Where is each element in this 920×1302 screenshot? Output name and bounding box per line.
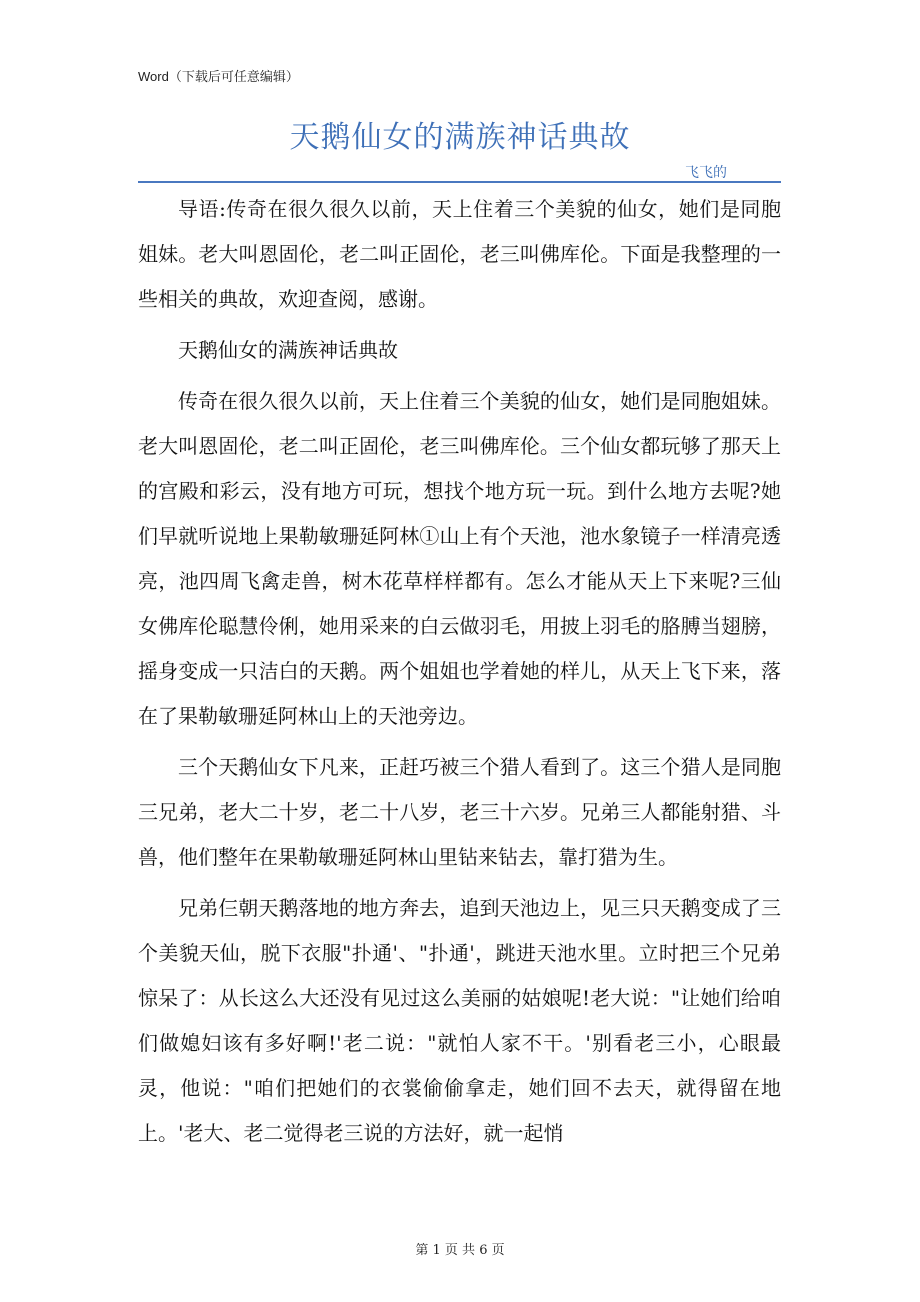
document-title: 天鹅仙女的满族神话典故 — [289, 120, 631, 155]
page-footer: 第 1 页 共 6 页 — [415, 1243, 505, 1258]
header-note: Word（下载后可任意编辑） — [138, 69, 299, 84]
story-paragraph: 三个天鹅仙女下凡来，正赶巧被三个猎人看到了。这三个猎人是同胞三兄弟，老大二十岁，老二十八岁，老三十六岁。兄弟三人都能射猎、斗兽，他们整年在果勒敏珊延阿林山里钻来钻去，靠打猎为生。 — [138, 755, 781, 869]
story-paragraph: 兄弟仨朝天鹅落地的地方奔去，追到天池边上，见三只天鹅变成了三个美貌天仙，脱下衣服"扑通'、"扑通'，跳进天池水里。立时把三个兄弟惊呆了：从长这么大还没有见过这么美丽的姑娘呢!老大说："让她们给咱们做媳妇该有多好啊!'老二说："就怕人家不干。'别看老三小，心眼最灵，他说："咱们把她们的衣裳偷偷拿走，她们回不去天，就得留在地上。'老大、老二觉得老三说的方法好，就一起悄 — [138, 896, 781, 1145]
document-body — [138, 187, 781, 1162]
story-paragraph: 传奇在很久很久以前，天上住着三个美貌的仙女，她们是同胞姐妹。老大叫恩固伦，老二叫正固伦，老三叫佛库伦。三个仙女都玩够了那天上的宫殿和彩云，没有地方可玩，想找个地方玩一玩。到什么地方去呢?她们早就听说地上果勒敏珊延阿林①山上有个天池，池水象镜子一样清亮透亮，池四周飞禽走兽，树木花草样样都有。怎么才能从天上下来呢?三仙女佛库伦聪慧伶俐，她用采来的白云做羽毛，用披上羽毛的胳膊当翅膀，摇身变成一只洁白的天鹅。两个姐姐也学着她的样儿，从天上飞下来，落在了果勒敏珊延阿林山上的天池旁边。 — [138, 389, 781, 728]
section-heading: 天鹅仙女的满族神话典故 — [178, 338, 398, 362]
intro-paragraph: 导语:传奇在很久很久以前，天上住着三个美貌的仙女，她们是同胞姐妹。老大叫恩固伦，老二叫正固伦，老三叫佛库伦。下面是我整理的一些相关的典故，欢迎查阅，感谢。 — [138, 197, 781, 311]
author-name: 飞飞的 — [685, 165, 727, 181]
title-divider — [138, 181, 781, 183]
